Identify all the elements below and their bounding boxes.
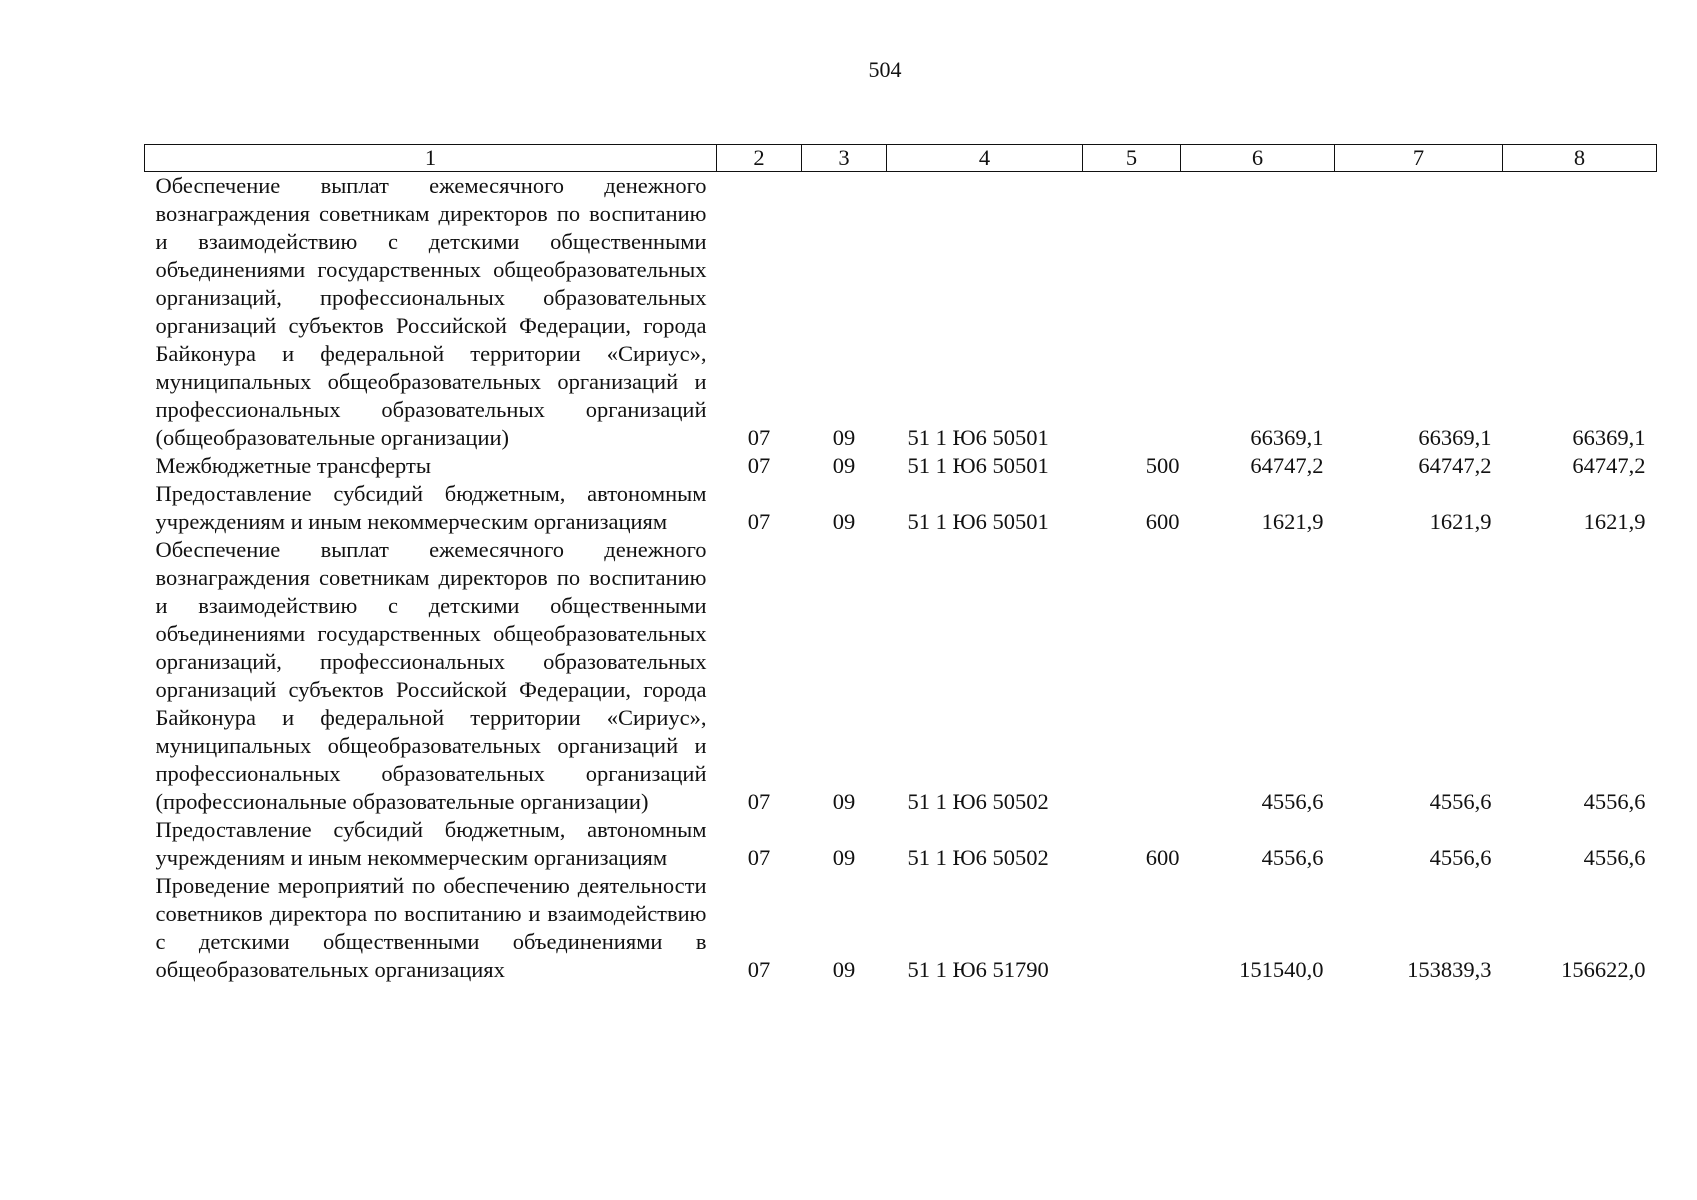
header-col-5: 5 bbox=[1083, 145, 1181, 172]
row-amount-col6: 64747,2 bbox=[1250, 453, 1324, 478]
row-amount-col7: 4556,6 bbox=[1429, 789, 1492, 814]
row-target-code: 51 1 Ю6 50501 bbox=[907, 509, 1049, 534]
table-row bbox=[145, 536, 1657, 816]
row-target-code: 51 1 Ю6 50502 bbox=[907, 845, 1049, 870]
table-row bbox=[145, 172, 1657, 453]
row-expense-type: 600 bbox=[1145, 509, 1180, 534]
row-target-code: 51 1 Ю6 51790 bbox=[907, 957, 1049, 982]
table-row bbox=[145, 480, 1657, 536]
row-section: 07 bbox=[747, 789, 771, 814]
row-subsection: 09 bbox=[832, 509, 856, 534]
row-expense-type: 500 bbox=[1145, 453, 1180, 478]
row-subsection: 09 bbox=[832, 845, 856, 870]
row-section: 07 bbox=[747, 957, 771, 982]
row-amount-col7: 4556,6 bbox=[1429, 845, 1492, 870]
row-amount-col6: 4556,6 bbox=[1261, 845, 1324, 870]
row-expense-type bbox=[1083, 536, 1181, 816]
table-row bbox=[145, 816, 1657, 872]
row-expense-type bbox=[1083, 872, 1181, 984]
row-subsection: 09 bbox=[832, 453, 856, 478]
row-expense-type bbox=[1083, 172, 1181, 453]
header-col-3: 3 bbox=[802, 145, 887, 172]
row-target-code: 51 1 Ю6 50501 bbox=[907, 453, 1049, 478]
row-subsection: 09 bbox=[832, 957, 856, 982]
row-name: Предоставление субсидий бюджетным, автономным учреждениям и иным некоммерческим организациям bbox=[155, 817, 707, 870]
row-amount-col8: 64747,2 bbox=[1572, 453, 1646, 478]
row-target-code: 51 1 Ю6 50501 bbox=[907, 425, 1049, 450]
row-amount-col8: 4556,6 bbox=[1583, 845, 1646, 870]
row-section: 07 bbox=[747, 845, 771, 870]
row-section: 07 bbox=[747, 509, 771, 534]
table-body bbox=[145, 172, 1657, 985]
row-amount-col7: 153839,3 bbox=[1407, 957, 1492, 982]
row-name: Предоставление субсидий бюджетным, автономным учреждениям и иным некоммерческим организациям bbox=[155, 481, 707, 534]
table-row bbox=[145, 872, 1657, 984]
row-amount-col8: 66369,1 bbox=[1572, 425, 1646, 450]
header-row bbox=[145, 145, 1657, 172]
row-expense-type: 600 bbox=[1145, 845, 1180, 870]
row-subsection: 09 bbox=[832, 789, 856, 814]
header-col-1: 1 bbox=[145, 145, 717, 172]
row-name: Межбюджетные трансферты bbox=[155, 453, 431, 478]
row-amount-col6: 66369,1 bbox=[1250, 425, 1324, 450]
page-number: 504 bbox=[868, 57, 902, 82]
header-col-2: 2 bbox=[717, 145, 802, 172]
row-amount-col8: 156622,0 bbox=[1561, 957, 1646, 982]
row-section: 07 bbox=[747, 453, 771, 478]
table-header bbox=[145, 145, 1657, 172]
header-col-6: 6 bbox=[1181, 145, 1335, 172]
row-amount-col6: 151540,0 bbox=[1239, 957, 1324, 982]
header-col-4: 4 bbox=[887, 145, 1083, 172]
row-subsection: 09 bbox=[832, 425, 856, 450]
row-amount-col8: 1621,9 bbox=[1583, 509, 1646, 534]
table-row bbox=[145, 452, 1657, 480]
row-name: Проведение мероприятий по обеспечению деятельности советников директора по воспитанию и взаимодействию с детскими общественными объединениями в общеобразовательных организациях bbox=[155, 873, 707, 982]
row-amount-col7: 1621,9 bbox=[1429, 509, 1492, 534]
row-amount-col6: 4556,6 bbox=[1261, 789, 1324, 814]
header-col-8: 8 bbox=[1503, 145, 1657, 172]
row-amount-col8: 4556,6 bbox=[1583, 789, 1646, 814]
row-name: Обеспечение выплат ежемесячного денежного вознаграждения советникам директоров по воспитанию и взаимодействию с детскими общественными объединениями государственных общеобразовательных организаций, профессиональных образовательных организаций субъектов Российской Федерации, города Байконура и федеральной территории «Сириус», муниципальных общеобразовательных организаций и профессиональных образовательных организаций (общеобразовательные организации) bbox=[155, 173, 707, 450]
row-amount-col7: 66369,1 bbox=[1418, 425, 1492, 450]
header-col-7: 7 bbox=[1335, 145, 1503, 172]
row-name: Обеспечение выплат ежемесячного денежного вознаграждения советникам директоров по воспитанию и взаимодействию с детскими общественными объединениями государственных общеобразовательных организаций, профессиональных образовательных организаций субъектов Российской Федерации, города Байконура и федеральной территории «Сириус», муниципальных общеобразовательных организаций и профессиональных образовательных организаций (профессиональные образовательные организации) bbox=[155, 537, 707, 814]
row-section: 07 bbox=[747, 425, 771, 450]
budget-table bbox=[144, 144, 1657, 984]
row-amount-col7: 64747,2 bbox=[1418, 453, 1492, 478]
row-amount-col6: 1621,9 bbox=[1261, 509, 1324, 534]
row-target-code: 51 1 Ю6 50502 bbox=[907, 789, 1049, 814]
